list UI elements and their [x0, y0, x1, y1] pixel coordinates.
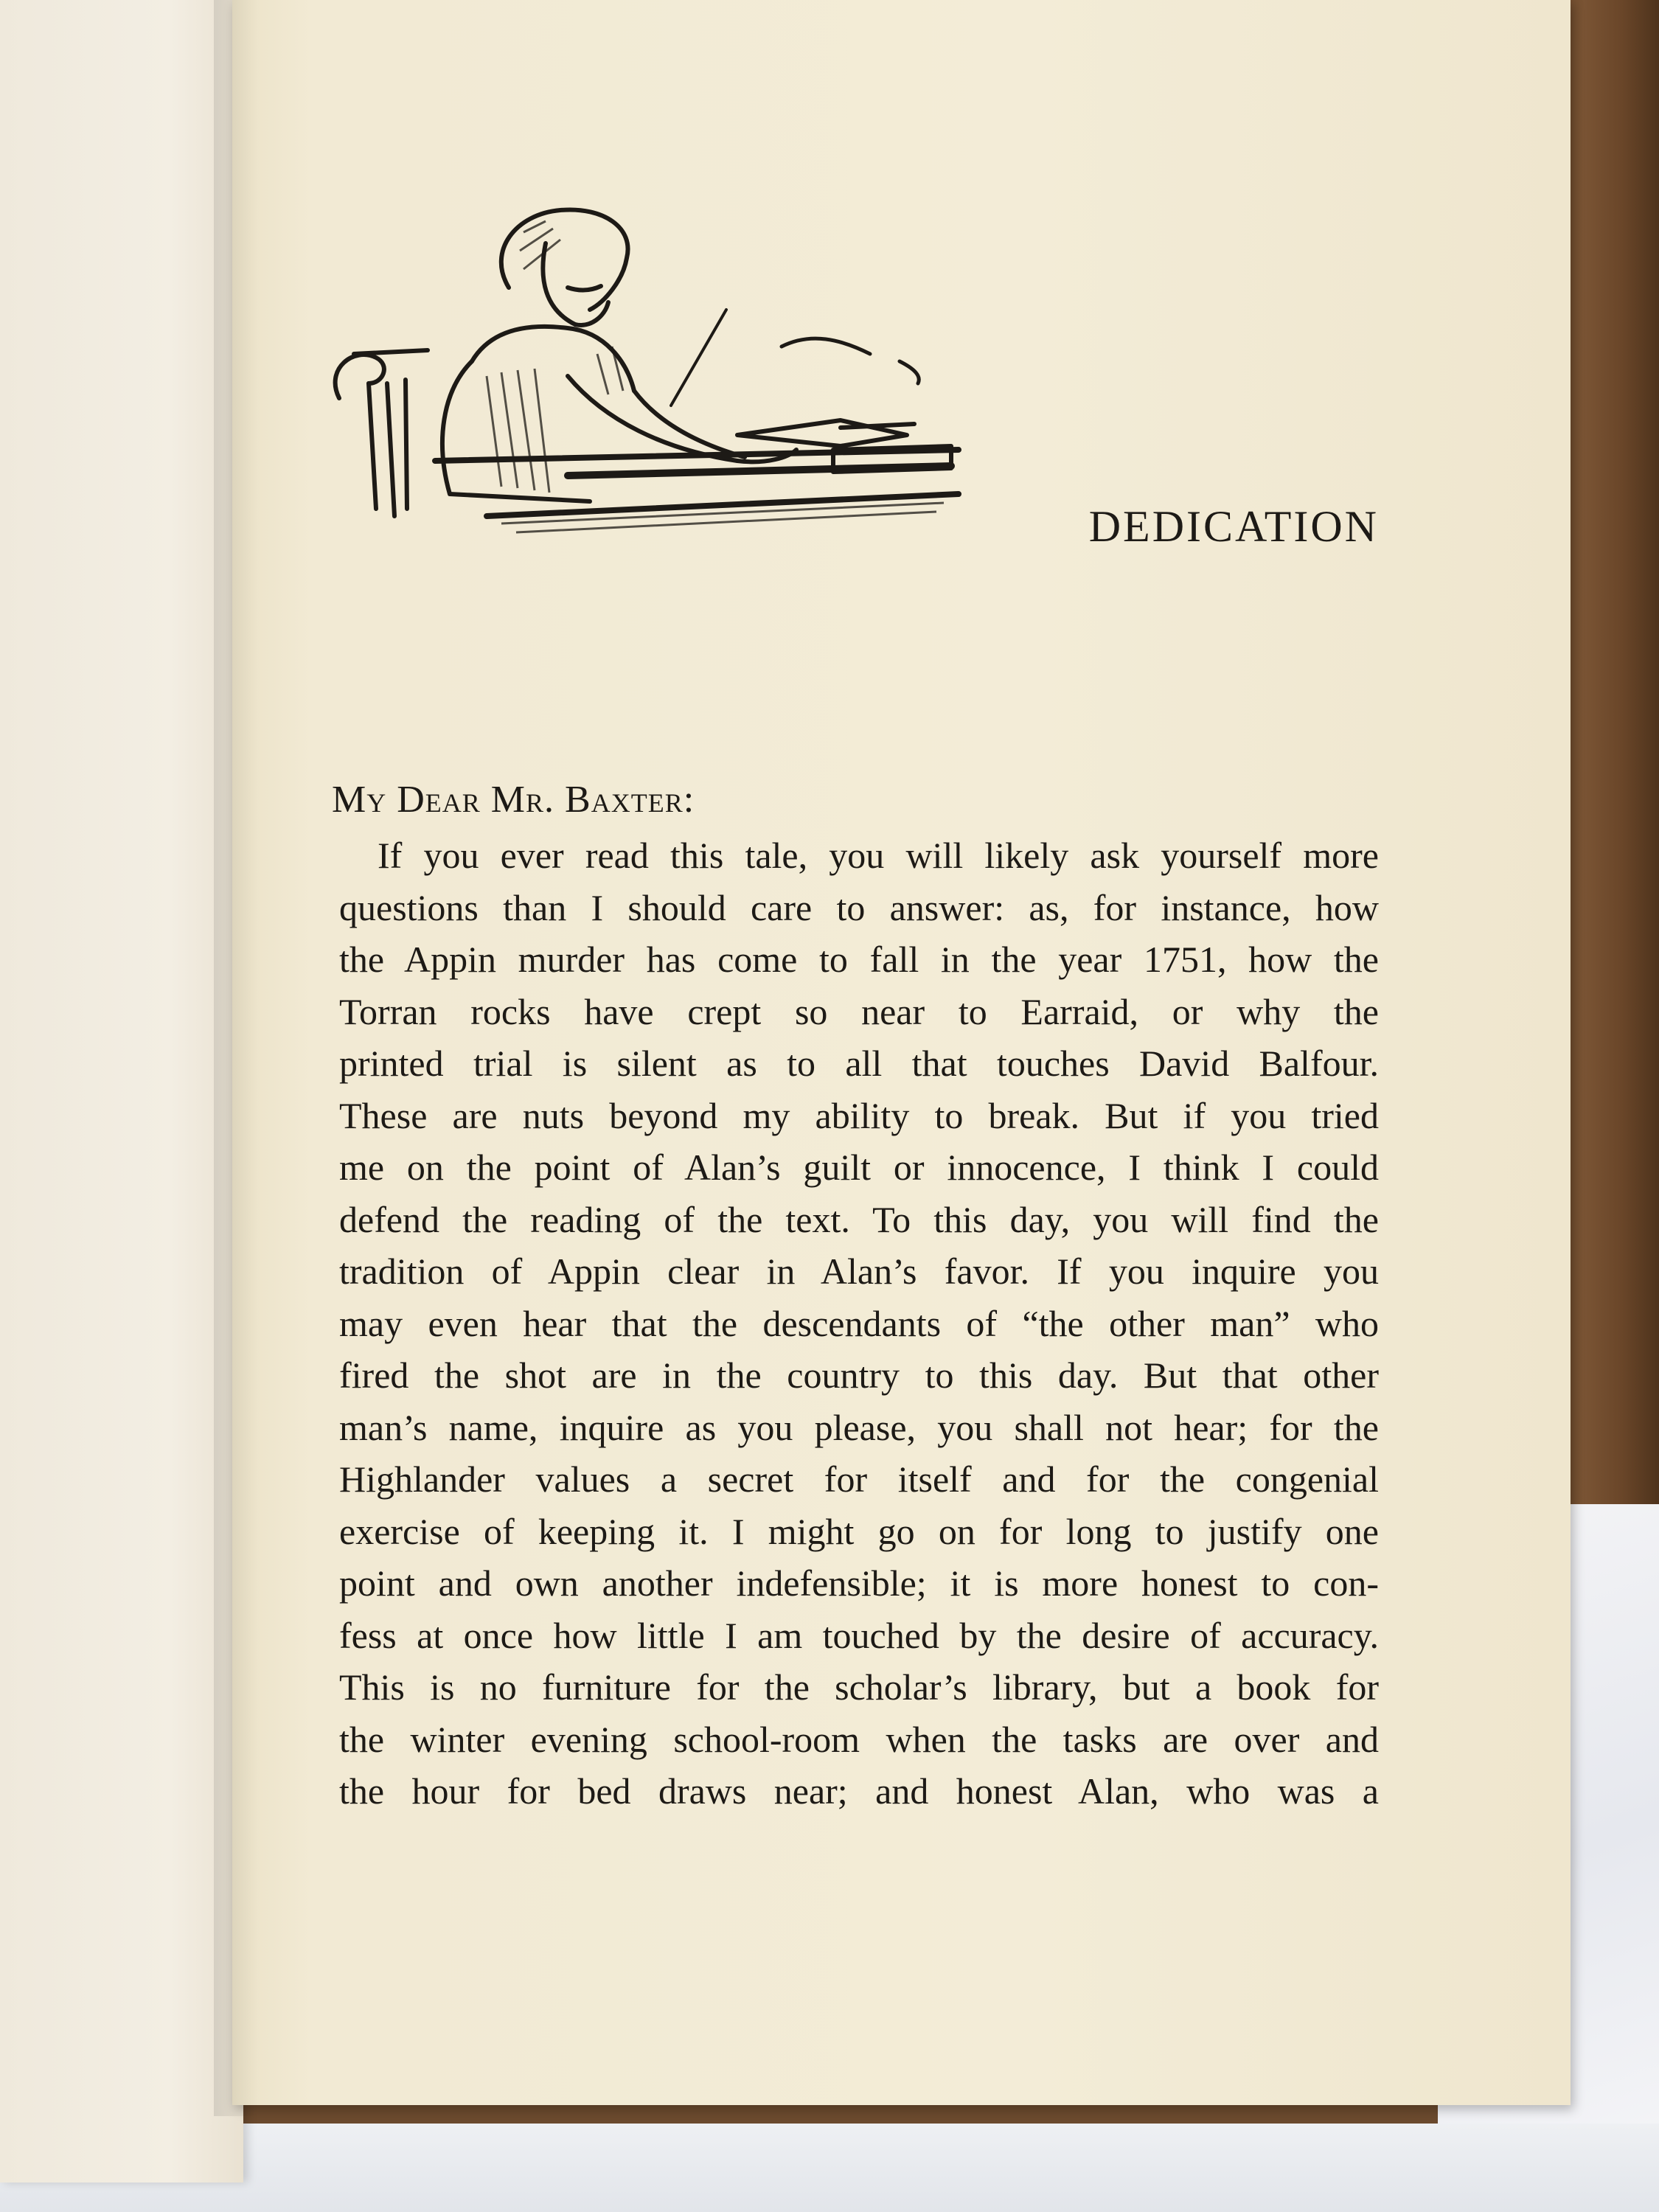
text-line: exercise of keeping it. I might go on for long to justify one — [339, 1510, 1379, 1552]
text-line: These are nuts beyond my ability to break. But if you tried — [339, 1094, 1379, 1136]
text-line: may even hear that the descendants of “the other man” who — [339, 1302, 1379, 1344]
text-line: point and own another indefensible; it is more honest to con- — [339, 1562, 1379, 1604]
text-line: Torran rocks have crept so near to Earraid, or why the — [339, 990, 1379, 1032]
text-line: If you ever read this tale, you will likely ask yourself more — [378, 835, 1379, 876]
text-line: defend the reading of the text. To this day, you will find the — [339, 1198, 1379, 1240]
text-line: fess at once how little I am touched by the desire of accuracy. — [339, 1614, 1379, 1656]
text-line: This is no furniture for the scholar’s library, but a book for — [339, 1666, 1379, 1708]
text-line: the hour for bed draws near; and honest Alan, who was a — [339, 1770, 1379, 1812]
text-line: me on the point of Alan’s guilt or innocence, I think I could — [339, 1147, 1379, 1188]
text-line: the winter evening school-room when the tasks are over and — [339, 1718, 1379, 1760]
page-heading: DEDICATION — [1088, 502, 1379, 551]
text-line: printed trial is silent as to all that touches David Balfour. — [339, 1043, 1379, 1084]
text-line: fired the shot are in the country to this day. But that other — [339, 1354, 1379, 1396]
text-line: the Appin murder has come to fall in the year 1751, how the — [339, 939, 1379, 980]
text-line: questions than I should care to answer: as, for instance, how — [339, 886, 1379, 928]
text-line: man’s name, inquire as you please, you shall not hear; for the — [339, 1406, 1379, 1448]
facing-blank-page — [0, 0, 243, 2183]
text-line: tradition of Appin clear in Alan’s favor. If you inquire you — [339, 1251, 1379, 1292]
text-line: Highlander values a secret for itself and for the congenial — [339, 1458, 1379, 1500]
white-cloth-bottom — [0, 2124, 1659, 2212]
dedication-text — [339, 830, 1379, 1818]
man-writing-at-desk-icon — [324, 199, 966, 597]
salutation: My Dear Mr. Baxter: — [332, 779, 695, 821]
spine-shadow — [214, 0, 258, 2116]
